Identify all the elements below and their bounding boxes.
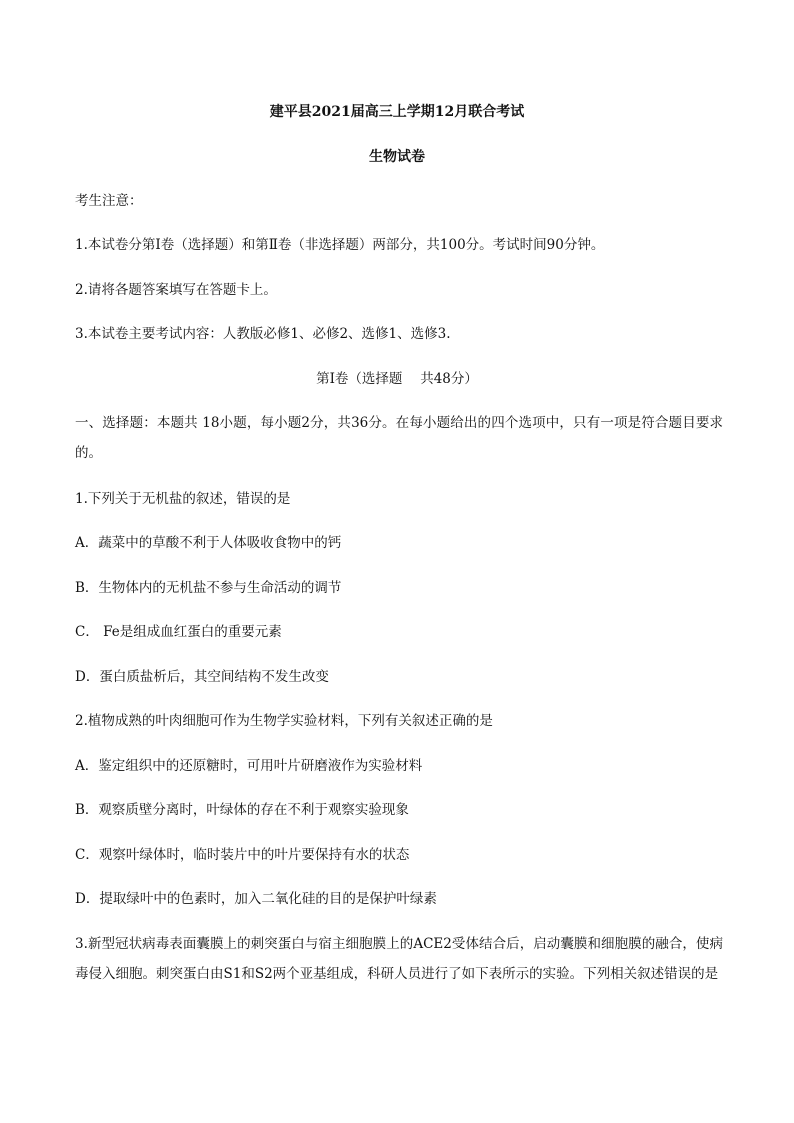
- exam-subject: 生物试卷: [369, 149, 425, 165]
- section-instruction: 一、选择题：本题共 18小题，每小题2分，共36分。在每小题给出的四个选项中，只有一项是符合题目要求的。: [75, 415, 723, 461]
- notice-heading: 考生注意：: [75, 193, 143, 209]
- question-2-option-b: B．观察质壁分离时，叶绿体的存在不利于观察实验现象: [75, 802, 409, 818]
- notice-item-2: 2.请将各题答案填写在答题卡上。: [75, 282, 277, 298]
- question-1-option-b: B．生物体内的无机盐不参与生命活动的调节: [75, 580, 342, 596]
- exam-title: 建平县2021届高三上学期12月联合考试: [269, 104, 525, 120]
- question-2-stem: 2.植物成熟的叶肉细胞可作为生物学实验材料，下列有关叙述正确的是: [75, 713, 493, 729]
- question-2-option-c: C．观察叶绿体时，临时装片中的叶片要保持有水的状态: [75, 847, 410, 863]
- question-2-option-d: D．提取绿叶中的色素时，加入二氧化硅的目的是保护叶绿素: [75, 891, 437, 907]
- question-1-option-c: C． Fe是组成血红蛋白的重要元素: [75, 624, 282, 640]
- question-1-option-a: A．蔬菜中的草酸不利于人体吸收食物中的钙: [75, 535, 342, 551]
- question-1-option-d: D．蛋白质盐析后，其空间结构不发生改变: [75, 669, 329, 685]
- question-3-stem: 3.新型冠状病毒表面囊膜上的刺突蛋白与宿主细胞膜上的ACE2受体结合后，启动囊膜和细胞膜的融合，使病毒侵入细胞。刺突蛋白由S1和S2两个亚基组成，科研人员进行了如下表所示的实验。下列相关叙述错误的是: [75, 936, 723, 982]
- notice-item-1: 1.本试卷分第Ⅰ卷（选择题）和第Ⅱ卷（非选择题）两部分，共100分。考试时间90分钟。: [75, 237, 605, 253]
- section-title: 第Ⅰ卷（选择题 共48分）: [316, 371, 478, 387]
- question-1-stem: 1.下列关于无机盐的叙述，错误的是: [75, 491, 291, 507]
- notice-item-3: 3.本试卷主要考试内容：人教版必修1、必修2、选修1、选修3.: [75, 326, 451, 342]
- question-2-option-a: A．鉴定组织中的还原糖时，可用叶片研磨液作为实验材料: [75, 758, 423, 774]
